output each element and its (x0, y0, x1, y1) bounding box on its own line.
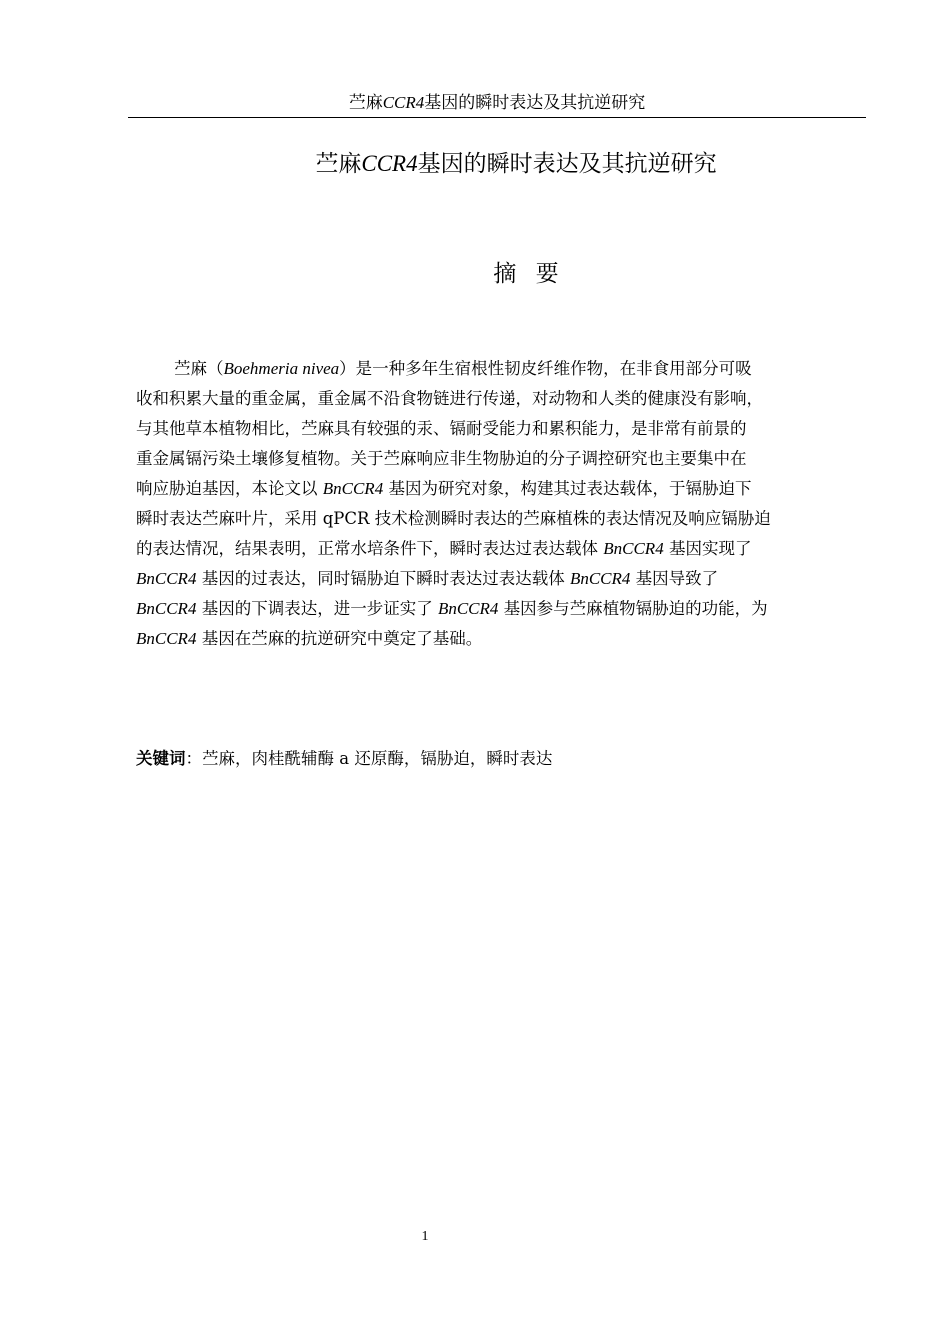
abstract-text: 基因的下调表达，进一步证实了 (196, 599, 438, 618)
gene-name: BnCCR4 (569, 569, 631, 588)
abstract-line-6 (136, 504, 868, 534)
title-gene: CCR4 (361, 151, 418, 176)
keywords-separator: ： (185, 749, 202, 768)
latin-name: Boehmeria nivea (223, 359, 340, 378)
abstract-text: 基因参与苎麻植物镉胁迫的功能，为 (498, 599, 768, 618)
abstract-text: 苎麻（ (174, 359, 224, 378)
abstract-line-4 (136, 444, 868, 474)
running-header (128, 92, 866, 114)
keywords-label: 关键词 (136, 749, 186, 768)
abstract-text: 基因实现了 (663, 539, 752, 558)
abstract-text: 收和积累大量的重金属，重金属不沿食物链进行传递，对动物和人类的健康没有影响， (136, 389, 763, 408)
abstract-line-8 (136, 564, 868, 594)
abstract-line-10 (136, 624, 868, 654)
abstract-text: 基因导致了 (630, 569, 719, 588)
gene-name: BnCCR4 (322, 479, 384, 498)
abstract-text: ）是一种多年生宿根性韧皮纤维作物，在非食用部分可吸 (339, 359, 752, 378)
abstract-line-3 (136, 414, 868, 444)
abstract-line-1 (136, 354, 868, 384)
gene-name: BnCCR4 (437, 599, 499, 618)
abstract-line-2 (136, 384, 868, 414)
keywords (136, 744, 868, 774)
title-suffix: 基因的瞬时表达及其抗逆研究 (417, 151, 717, 177)
abstract-text: 重金属镉污染土壤修复植物。关于苎麻响应非生物胁迫的分子调控研究也主要集中在 (136, 449, 747, 468)
gene-name: BnCCR4 (136, 629, 197, 648)
gene-name: BnCCR4 (136, 569, 197, 588)
paper-title (128, 148, 904, 180)
abstract-line-5 (136, 474, 868, 504)
title-prefix: 苎麻 (315, 151, 362, 177)
abstract-text: 瞬时表达苎麻叶片，采用 qPCR 技术检测瞬时表达的苎麻植株的表达情况及响应镉胁迫 (136, 509, 771, 528)
running-header-suffix: 基因的瞬时表达及其抗逆研究 (424, 93, 646, 113)
abstract-line-7 (136, 534, 868, 564)
abstract-text: 响应胁迫基因，本论文以 (136, 479, 323, 498)
abstract-text: 的表达情况，结果表明，正常水培条件下，瞬时表达过表达载体 (136, 539, 604, 558)
running-header-gene: CCR4 (382, 93, 425, 112)
page-number: 1 (421, 1229, 429, 1244)
keywords-text: 苎麻，肉桂酰辅酶 a 还原酶，镉胁迫，瞬时表达 (202, 749, 553, 768)
gene-name: BnCCR4 (603, 539, 664, 558)
header-rule (128, 117, 866, 118)
running-header-prefix: 苎麻 (348, 93, 383, 113)
abstract-body (136, 354, 868, 654)
abstract-text: 与其他草本植物相比，苎麻具有较强的汞、镉耐受能力和累积能力，是非常有前景的 (136, 419, 747, 438)
abstract-line-9 (136, 594, 868, 624)
abstract-text: 基因在苎麻的抗逆研究中奠定了基础。 (196, 629, 483, 648)
abstract-heading: 摘 要 (493, 261, 565, 287)
abstract-text: 基因的过表达，同时镉胁迫下瞬时表达过表达载体 (196, 569, 570, 588)
gene-name: BnCCR4 (136, 599, 197, 618)
abstract-text: 基因为研究对象，构建其过表达载体，于镉胁迫下 (383, 479, 752, 498)
